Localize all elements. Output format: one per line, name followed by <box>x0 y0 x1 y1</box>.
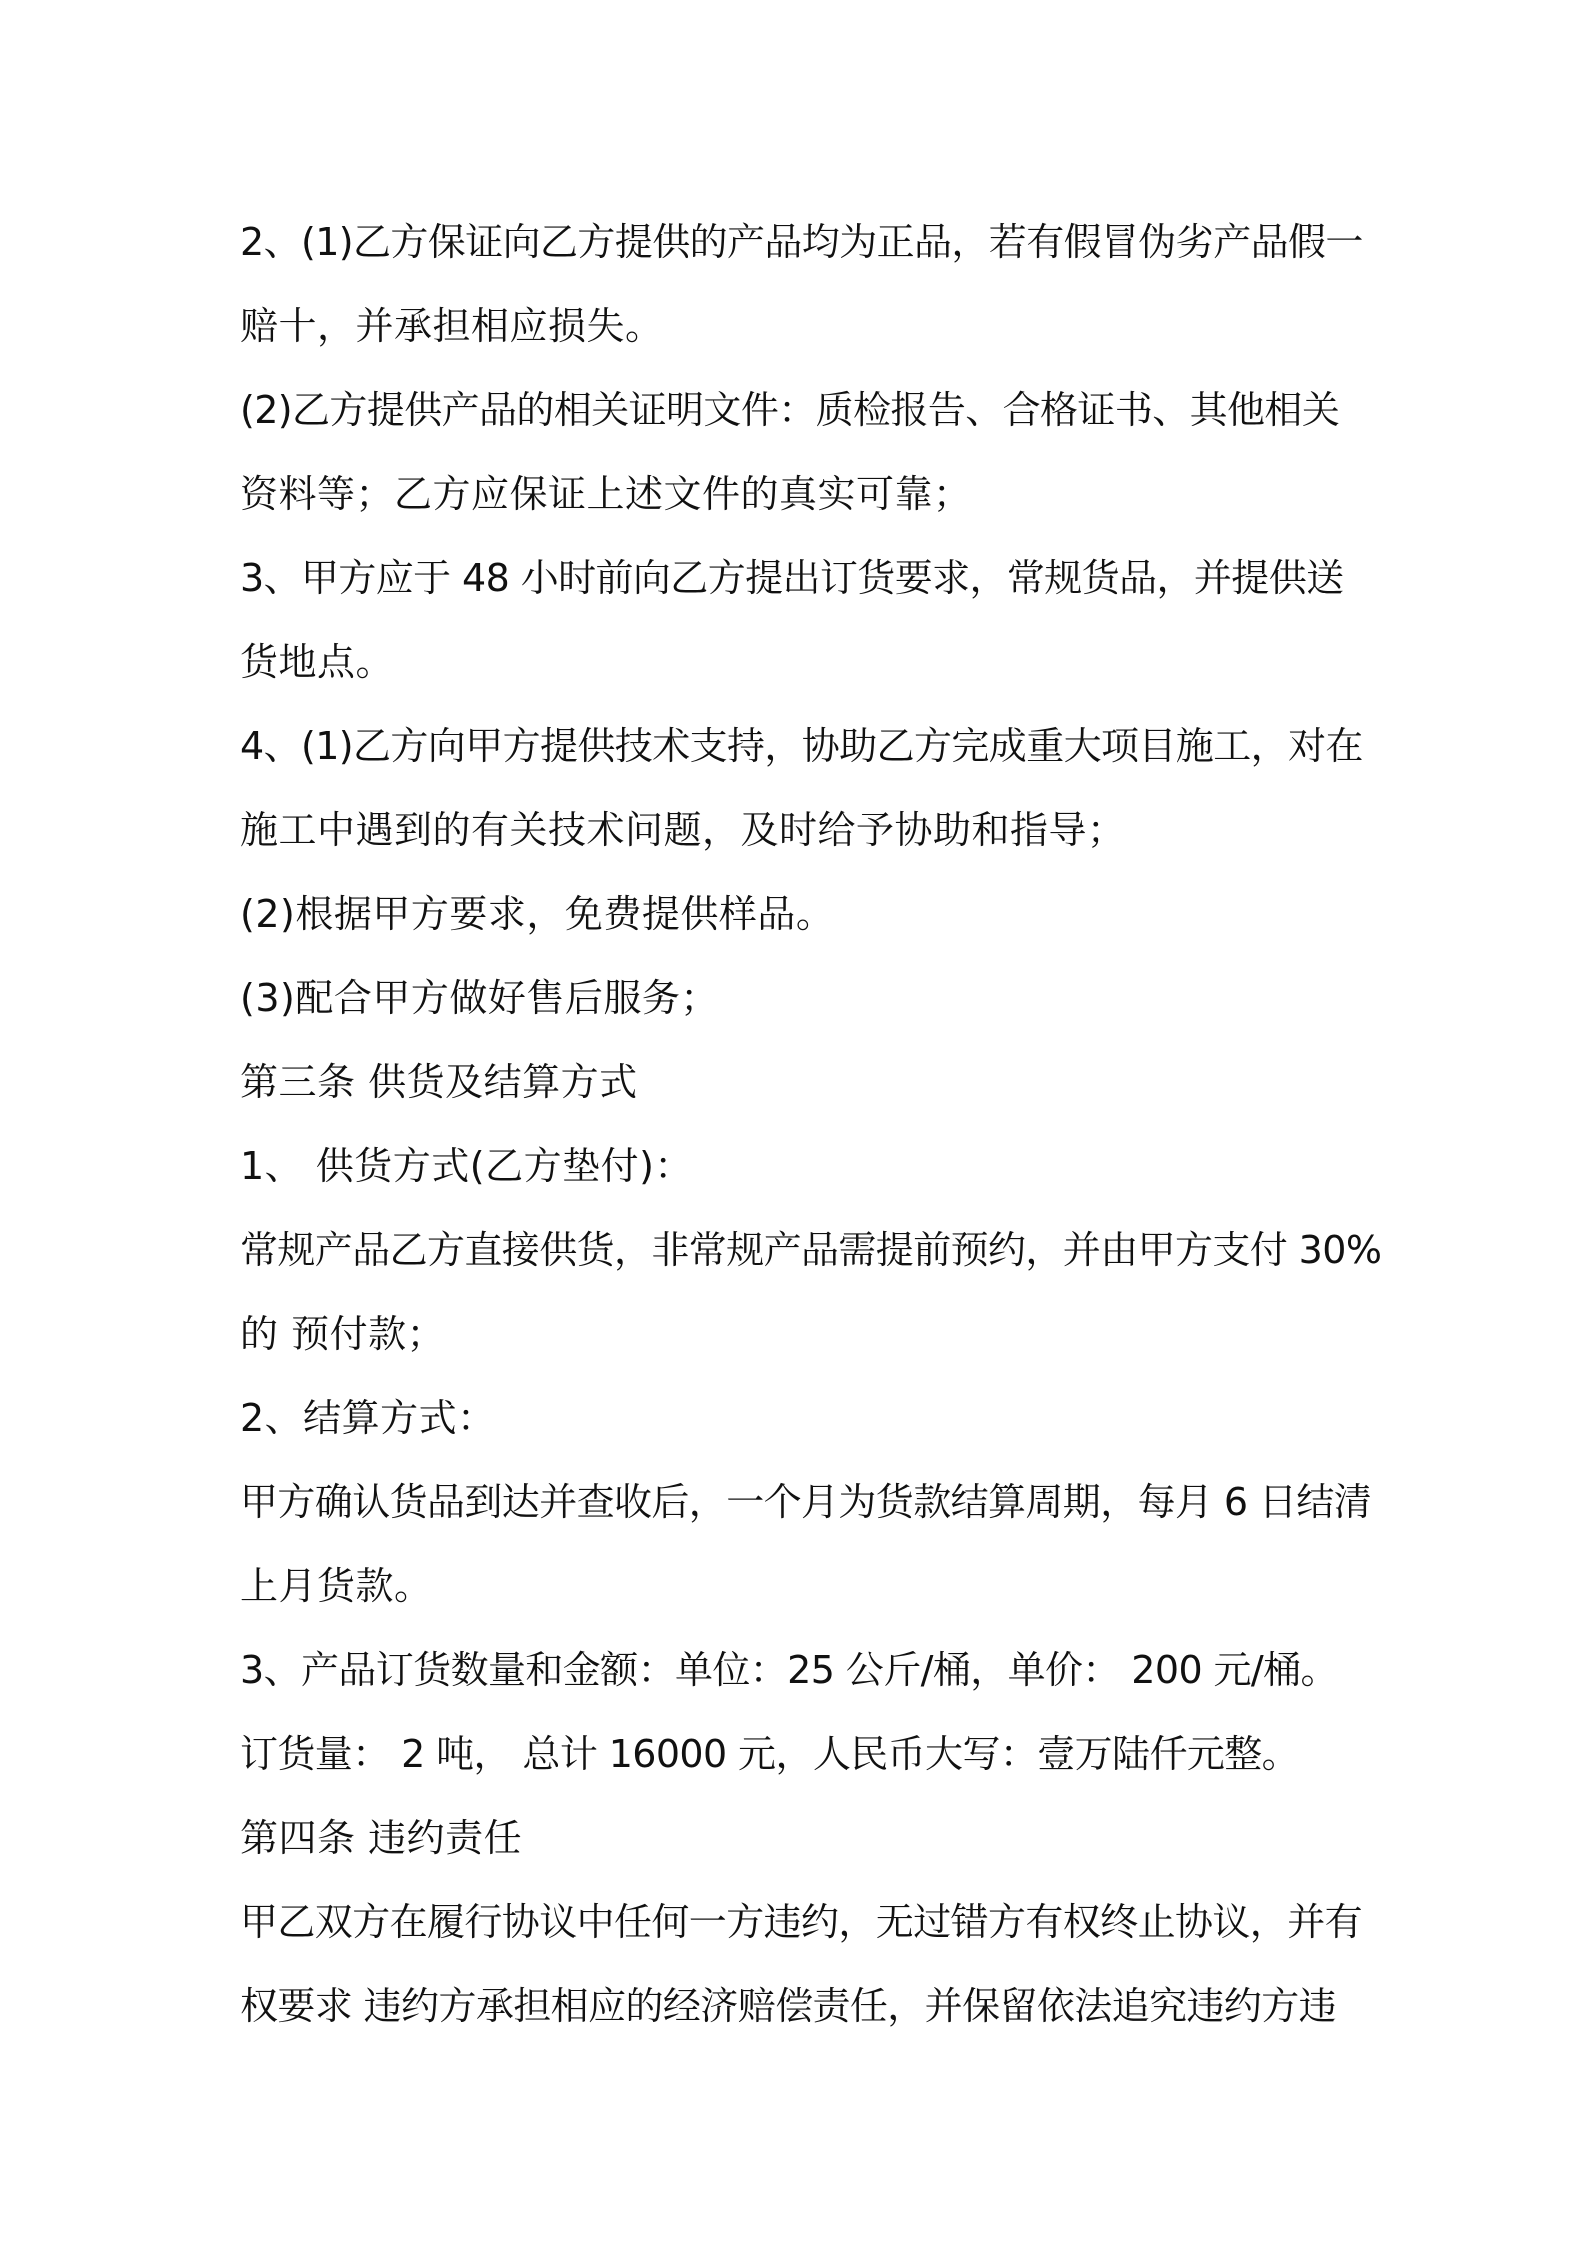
text-line: 资料等；乙方应保证上述文件的真实可靠； <box>240 472 972 516</box>
text-line: (2)根据甲方要求，免费提供样品。 <box>240 892 835 936</box>
text-line: 2、(1)乙方保证向乙方提供的产品均为正品，若有假冒伪劣产品假一 <box>240 220 1363 264</box>
text-line: 甲方确认货品到达并查收后，一个月为货款结算周期，每月 6 日结清 <box>240 1480 1372 1524</box>
text-line: 2、结算方式： <box>240 1396 496 1440</box>
text-line: 常规产品乙方直接供货，非常规产品需提前预约，并由甲方支付 30% <box>240 1228 1382 1272</box>
text-line: 订货量： 2 吨， 总计 16000 元，人民币大写：壹万陆仟元整。 <box>240 1732 1300 1776</box>
section-heading: 第四条 违约责任 <box>240 1816 523 1860</box>
text-line: 上月货款。 <box>240 1564 433 1608</box>
text-line: 3、产品订货数量和金额：单位：25 公斤/桶，单价： 200 元/桶。 <box>240 1648 1338 1692</box>
text-line: (3)配合甲方做好售后服务； <box>240 976 719 1020</box>
document-body <box>240 200 1382 2048</box>
text-line: 4、(1)乙方向甲方提供技术支持，协助乙方完成重大项目施工，对在 <box>240 724 1363 768</box>
text-line: 货地点。 <box>240 640 395 684</box>
text-line: 权要求 违约方承担相应的经济赔偿责任，并保留依法追究违约方违 <box>240 1984 1337 2028</box>
section-heading: 第三条 供货及结算方式 <box>240 1060 638 1104</box>
text-line: 甲乙双方在履行协议中任何一方违约，无过错方有权终止协议，并有 <box>240 1900 1363 1944</box>
text-line: 3、甲方应于 48 小时前向乙方提出订货要求，常规货品，并提供送 <box>240 556 1344 600</box>
text-line: 的 预付款； <box>240 1312 446 1356</box>
text-line: 1、 供货方式(乙方垫付)： <box>240 1144 693 1188</box>
text-line: 施工中遇到的有关技术问题，及时给予协助和指导； <box>240 808 1126 852</box>
text-line: 赔十，并承担相应损失。 <box>240 304 664 348</box>
text-line: (2)乙方提供产品的相关证明文件：质检报告、合格证书、其他相关 <box>240 388 1340 432</box>
